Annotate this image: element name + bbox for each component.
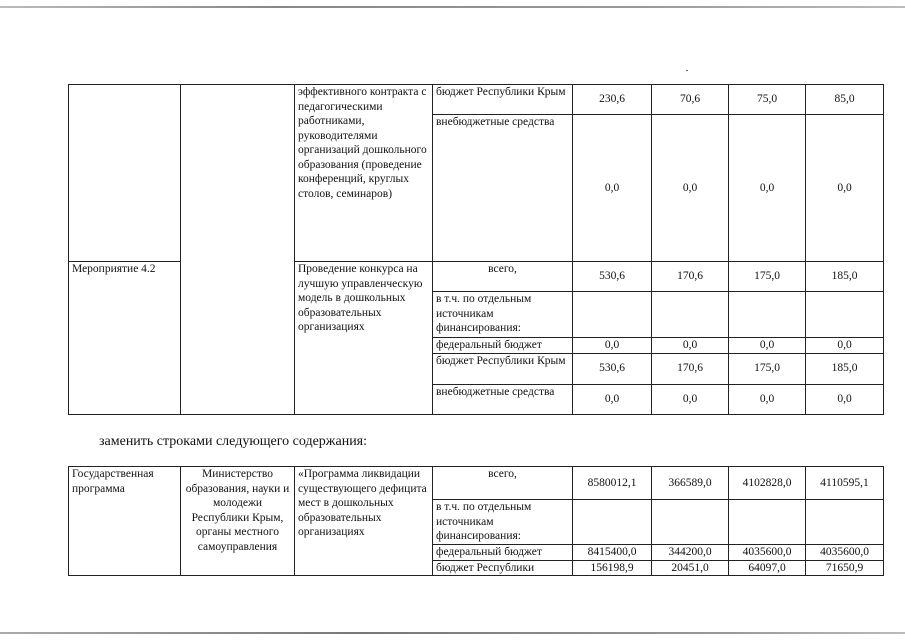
amount-cell [573, 292, 652, 338]
amount-cell: 530,6 [573, 353, 652, 384]
amount-cell: 85,0 [806, 85, 884, 115]
source-label: бюджет Республики Крым [433, 353, 573, 384]
amount-cell: 0,0 [729, 338, 806, 354]
amount-cell: 4102828,0 [729, 467, 806, 500]
table-row [69, 85, 884, 115]
budget-table-old [68, 84, 884, 415]
amount-cell: 71650,9 [806, 560, 884, 576]
scan-edge-bottom [0, 632, 905, 634]
amount-cell: 8415400,0 [573, 545, 652, 561]
amount-cell: 0,0 [806, 115, 884, 262]
amount-cell: 0,0 [652, 384, 729, 414]
scan-speck [686, 70, 688, 71]
amount-cell: 0,0 [573, 384, 652, 414]
amount-cell: 4035600,0 [729, 545, 806, 561]
amount-cell: 344200,0 [652, 545, 729, 561]
budget-table-new [68, 466, 884, 576]
amount-cell: 530,6 [573, 262, 652, 292]
amount-cell [652, 292, 729, 338]
amount-cell: 175,0 [729, 353, 806, 384]
program-type: Государственная программа [69, 467, 181, 576]
source-label: в т.ч. по отдельным источникам финансирования: [433, 500, 573, 545]
amount-cell: 64097,0 [729, 560, 806, 576]
activity-name: Мероприятие 4.2 [69, 262, 181, 415]
amount-cell: 170,6 [652, 262, 729, 292]
source-label: всего, [433, 262, 573, 292]
amount-cell: 0,0 [729, 115, 806, 262]
executor-cell [181, 85, 295, 415]
activity-cell [69, 85, 181, 262]
scan-edge-top [0, 6, 905, 8]
amount-cell: 0,0 [652, 338, 729, 354]
replace-instruction: заменить строками следующего содержания: [99, 434, 368, 449]
activity-description: Проведение конкурса на лучшую управленческую модель в дошкольных образовательных организациях [295, 262, 433, 415]
source-label: федеральный бюджет [433, 545, 573, 561]
amount-cell: 75,0 [729, 85, 806, 115]
amount-cell: 366589,0 [652, 467, 729, 500]
source-label: внебюджетные средства [433, 384, 573, 414]
amount-cell: 170,6 [652, 353, 729, 384]
amount-cell [729, 292, 806, 338]
source-label: в т.ч. по отдельным источникам финансирования: [433, 292, 573, 338]
amount-cell: 0,0 [573, 338, 652, 354]
amount-cell: 185,0 [806, 262, 884, 292]
amount-cell: 4110595,1 [806, 467, 884, 500]
source-label: федеральный бюджет [433, 338, 573, 354]
amount-cell: 185,0 [806, 353, 884, 384]
amount-cell: 20451,0 [652, 560, 729, 576]
table-row [69, 467, 884, 500]
amount-cell: 230,6 [573, 85, 652, 115]
activity-description: эффективного контракта с педагогическими работниками, руководителями организаций дошкольного образования (проведение конференций, круглых столов, семинаров) [295, 85, 433, 262]
amount-cell: 0,0 [806, 338, 884, 354]
amount-cell [652, 500, 729, 545]
source-label: бюджет Республики [433, 560, 573, 576]
amount-cell: 156198,9 [573, 560, 652, 576]
amount-cell: 0,0 [652, 115, 729, 262]
amount-cell: 4035600,0 [806, 545, 884, 561]
source-label: внебюджетные средства [433, 115, 573, 262]
amount-cell: 0,0 [573, 115, 652, 262]
amount-cell [806, 500, 884, 545]
amount-cell: 0,0 [729, 384, 806, 414]
amount-cell [806, 292, 884, 338]
source-label: бюджет Республики Крым [433, 85, 573, 115]
amount-cell: 0,0 [806, 384, 884, 414]
executor-name: Министерство образования, науки и молодежи Республики Крым, органы местного самоуправления [181, 467, 295, 576]
amount-cell: 175,0 [729, 262, 806, 292]
amount-cell [729, 500, 806, 545]
amount-cell: 8580012,1 [573, 467, 652, 500]
source-label: всего, [433, 467, 573, 500]
amount-cell: 70,6 [652, 85, 729, 115]
program-description: «Программа ликвидации существующего дефицита мест в дошкольных образовательных организациях [295, 467, 433, 576]
amount-cell [573, 500, 652, 545]
